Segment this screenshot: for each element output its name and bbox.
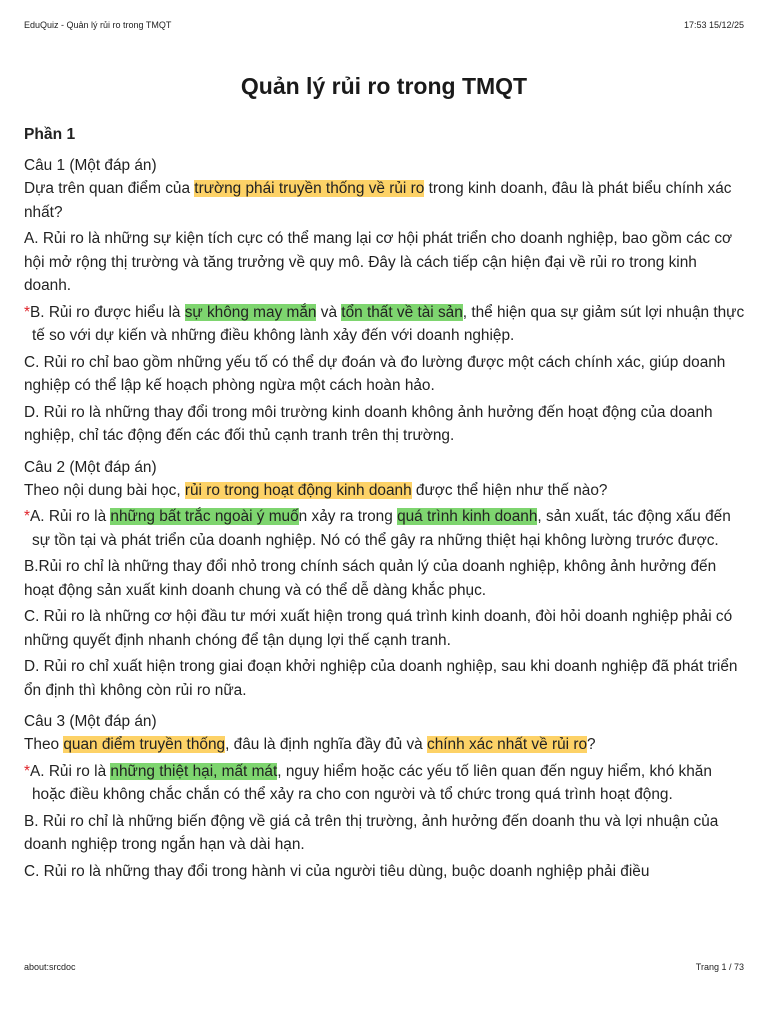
print-footer bbox=[24, 962, 744, 974]
answer-option-d[interactable]: D. Rủi ro chỉ xuất hiện trong giai đoạn khởi nghiệp của doanh nghiệp, sau khi doanh nghiệp đã phát triển ổn định thì không còn rủi ro nữa. bbox=[24, 658, 738, 699]
answer-option-d[interactable]: D. Rủi ro là những thay đổi trong môi trường kinh doanh không ảnh hưởng đến hoạt động của doanh nghiệp, chỉ tác động đến các đối thủ cạnh tranh trên thị trường. bbox=[24, 403, 713, 444]
part-title: Phần 1 bbox=[24, 126, 76, 143]
question-title: Câu 3 (Một đáp án) bbox=[24, 713, 157, 730]
question-3 bbox=[24, 710, 746, 883]
option-text: và bbox=[316, 303, 342, 321]
quiz-content bbox=[24, 124, 746, 886]
highlight-yellow: trường phái truyền thống về rủi ro bbox=[194, 180, 425, 197]
highlight-green: những thiệt hại, mất mát bbox=[110, 762, 278, 780]
stem-text: Theo nội dung bài học, bbox=[24, 481, 185, 499]
answer-option-a[interactable] bbox=[24, 760, 746, 807]
highlight-green: những bất trắc ngoài ý muố bbox=[110, 508, 299, 525]
highlight-green: tổn thất về tài sản bbox=[341, 303, 463, 321]
print-header bbox=[24, 20, 744, 32]
header-timestamp: 17:53 15/12/25 bbox=[683, 20, 744, 30]
stem-text: , đâu là định nghĩa đầy đủ và bbox=[225, 736, 428, 753]
option-text: A. Rủi ro là bbox=[30, 508, 111, 525]
answer-option-b[interactable]: B. Rủi ro chỉ là những biến động về giá cả trên thị trường, ảnh hưởng đến doanh thu và lợi nhuận của doanh nghiệp trong ngắn hạn và dài hạn. bbox=[24, 812, 719, 853]
question-2 bbox=[24, 456, 746, 703]
option-text: , sản xuất, tác động xấu đến sự tồn tại và phát triển của doanh nghiệp. Nó có thể gây ra những thiệt hại không lường trước được. bbox=[32, 508, 731, 549]
option-text: n xảy ra trong bbox=[298, 508, 398, 525]
stem-text: Dựa trên quan điểm của bbox=[24, 180, 195, 197]
highlight-yellow: rủi ro trong hoạt động kinh doanh bbox=[184, 481, 412, 499]
option-text: B. Rủi ro được hiểu là bbox=[30, 303, 185, 321]
answer-option-a[interactable] bbox=[24, 505, 746, 552]
answer-option-c[interactable]: C. Rủi ro là những thay đổi trong hành vi của người tiêu dùng, buộc doanh nghiệp phải điều bbox=[24, 862, 650, 880]
highlight-green: quá trình kinh doanh bbox=[397, 508, 538, 525]
question-stem bbox=[24, 177, 746, 224]
document-title: Quản lý rủi ro trong TMQT bbox=[240, 73, 528, 99]
header-page-title: EduQuiz - Quản lý rủi ro trong TMQT bbox=[24, 20, 172, 30]
correct-mark: * bbox=[24, 762, 30, 780]
footer-page-number: Trang 1 / 73 bbox=[695, 962, 744, 972]
correct-mark: * bbox=[24, 303, 30, 321]
question-stem bbox=[24, 733, 746, 757]
question-stem bbox=[24, 479, 746, 503]
answer-option-b[interactable]: B.Rủi ro chỉ là những thay đổi nhỏ trong chính sách quản lý của doanh nghiệp, không ảnh hưởng đến hoạt động sản xuất kinh doanh chung và có thể dễ dàng khắc phục. bbox=[24, 558, 717, 599]
stem-text: Theo bbox=[24, 736, 64, 753]
question-1 bbox=[24, 154, 746, 448]
option-text: , thể hiện qua sự giảm sút lợi nhuận thực tế so với dự kiến và những điều không lành xảy đến với doanh nghiệp. bbox=[32, 303, 745, 344]
stem-text: được thể hiện như thế nào? bbox=[411, 481, 608, 499]
answer-option-a[interactable]: A. Rủi ro là những sự kiện tích cực có thể mang lại cơ hội phát triển cho doanh nghiệp, bao gồm các cơ hội mở rộng thị trường và tăng trưởng về quy mô. Đây là cách tiếp cận hiện đại về rủi ro trong kinh doanh. bbox=[24, 230, 733, 294]
question-title: Câu 1 (Một đáp án) bbox=[24, 157, 157, 174]
correct-mark: * bbox=[24, 508, 30, 525]
question-title: Câu 2 (Một đáp án) bbox=[24, 458, 157, 476]
answer-option-b[interactable] bbox=[24, 301, 746, 348]
highlight-green: sự không may mắn bbox=[184, 303, 317, 321]
option-text: , nguy hiểm hoặc các yếu tố liên quan đến nguy hiểm, khó khăn hoặc điều không chắc chắn có thể xảy ra cho con người và tổ chức trong quá trình hoạt động. bbox=[32, 762, 712, 803]
footer-url: about:srcdoc bbox=[24, 962, 76, 972]
option-text: A. Rủi ro là bbox=[30, 762, 111, 780]
stem-text: trong kinh doanh, đâu là phát biểu chính xác nhất? bbox=[24, 180, 732, 221]
answer-option-c[interactable]: C. Rủi ro chỉ bao gồm những yếu tố có thể dự đoán và đo lường được một cách chính xác, giúp doanh nghiệp có thể lập kế hoạch phòng ngừa một cách hoàn hảo. bbox=[24, 353, 726, 394]
highlight-yellow: chính xác nhất về rủi ro bbox=[427, 736, 588, 753]
answer-option-c[interactable]: C. Rủi ro là những cơ hội đầu tư mới xuất hiện trong quá trình kinh doanh, đòi hỏi doanh nghiệp phải có những quyết định nhanh chóng để tận dụng lợi thế cạnh tranh. bbox=[24, 608, 733, 649]
highlight-yellow: quan điểm truyền thống bbox=[63, 736, 226, 753]
stem-text: ? bbox=[587, 736, 596, 753]
